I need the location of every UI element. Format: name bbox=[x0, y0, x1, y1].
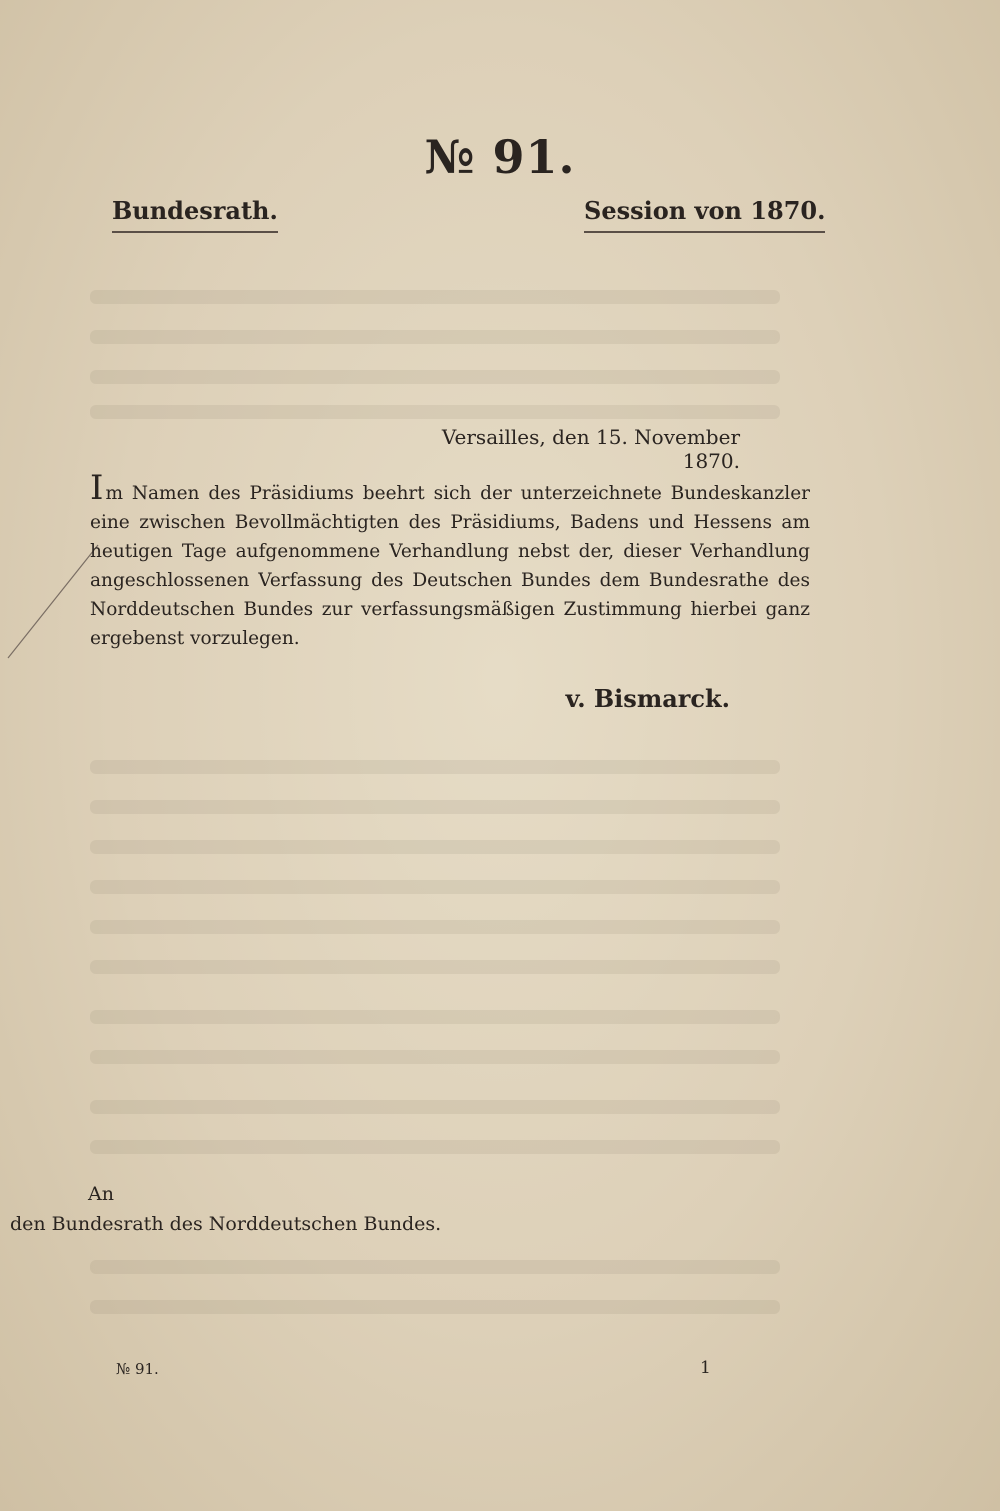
document-number: № 91. bbox=[424, 130, 576, 184]
address-recipient: den Bundesrath des Norddeutschen Bundes. bbox=[10, 1213, 442, 1235]
place-date-line: Versailles, den 15. November 1870. bbox=[441, 425, 740, 473]
header-session: Session von 1870. bbox=[584, 196, 825, 233]
header-bundesrath: Bundesrath. bbox=[112, 196, 278, 233]
signature: v. Bismarck. bbox=[565, 684, 730, 713]
footer-document-number: № 91. bbox=[116, 1360, 159, 1378]
body-paragraph bbox=[90, 468, 810, 653]
address-an: An bbox=[88, 1183, 114, 1205]
footer-page-number: 1 bbox=[700, 1358, 711, 1378]
body-text: m Namen des Präsidiums beehrt sich der unterzeichnete Bundeskanzler eine zwischen Bevollmächtigten des Präsidiums, Badens und Hessens am heutigen Tage aufgenommene Verhandlung nebst der, dieser Verhandlung angeschlossenen Verfassung des Deutschen Bundes dem Bundesrathe des Norddeutschen Bundes zur verfassungsmäßigen Zustimmung hierbei ganz ergebenst vorzulegen. bbox=[90, 483, 810, 649]
drop-initial: I bbox=[90, 468, 104, 508]
